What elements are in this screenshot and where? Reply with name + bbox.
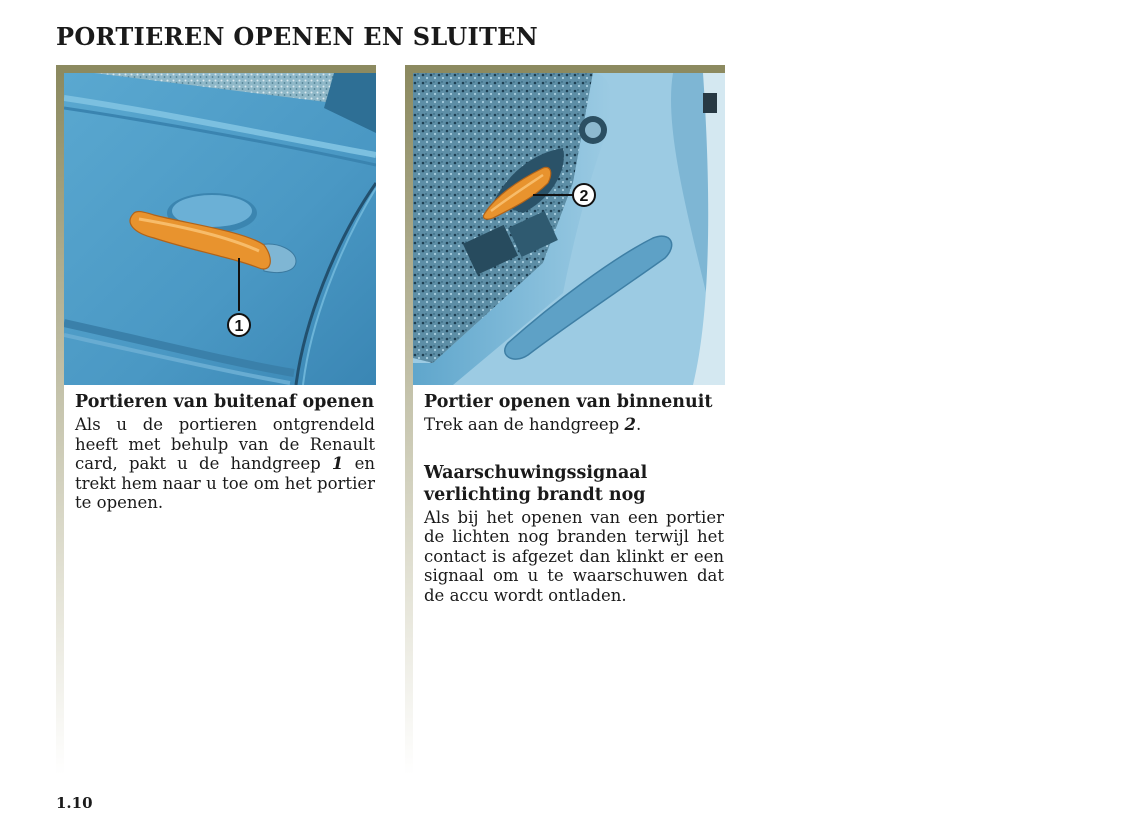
column-side-bar: [56, 73, 64, 775]
column-top-bar: [56, 65, 376, 73]
warning-heading: Waarschuwingssignaal verlichting brandt nog: [424, 462, 648, 505]
left-column: [56, 65, 376, 775]
interior-door-handle-photo: [413, 73, 725, 385]
reference-number: 1: [331, 454, 344, 473]
right-text-block: [424, 391, 724, 605]
section-heading: Portier openen van binnenuit: [424, 392, 713, 412]
column-top-bar: [405, 65, 725, 73]
page-number: 1.10: [56, 794, 93, 812]
callout-number: 2: [579, 188, 589, 205]
callout-number: 1: [234, 318, 244, 335]
section-paragraph: Als u de portieren ontgrendeld heeft met behulp van de Renault card, pakt u de handgreep 1 en trekt hem naar u toe om het portier te openen.: [75, 415, 375, 512]
page-title: PORTIEREN OPENEN EN SLUITEN: [56, 22, 538, 51]
warning-paragraph: Als bij het openen van een portier de lichten nog branden terwijl het contact is afgezet dan klinkt er een signaal om u te waarschuwen dat de accu wordt ontladen.: [424, 507, 724, 605]
section-paragraph: Trek aan de handgreep 2.: [424, 415, 642, 434]
section-heading: Portieren van buitenaf openen: [75, 392, 375, 412]
right-column: [405, 65, 725, 775]
column-side-bar: [405, 73, 413, 775]
exterior-door-handle-photo: [64, 73, 376, 385]
reference-number: 2: [624, 415, 636, 434]
left-text-block: [75, 391, 375, 513]
